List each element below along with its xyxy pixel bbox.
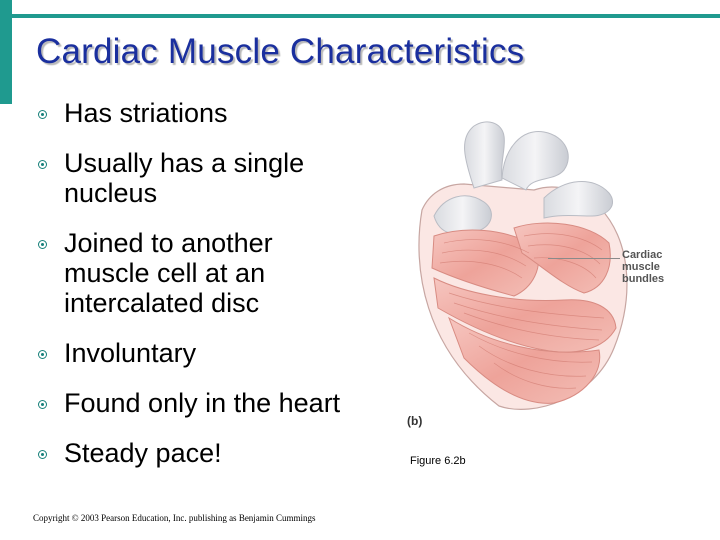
- bullet-dot-icon: [38, 400, 47, 409]
- bullet-item: [34, 388, 444, 418]
- accent-bar-top: [12, 14, 720, 18]
- bullet-text: Involuntary: [64, 338, 197, 368]
- callout-line: bundles: [622, 273, 665, 285]
- figure-caption: Figure 6.2b: [410, 455, 466, 467]
- heart-illustration: [404, 118, 654, 418]
- panel-label: (b): [407, 414, 423, 428]
- bullet-item: [34, 98, 424, 128]
- bullet-dot-icon: [38, 240, 47, 249]
- bullet-dot-icon: [38, 450, 47, 459]
- callout-line: Cardiac: [622, 249, 663, 261]
- callout-line: muscle: [622, 261, 660, 273]
- bullet-text: Has striations: [64, 98, 228, 128]
- bullet-dot-icon: [38, 350, 47, 359]
- accent-bar-left: [0, 0, 12, 104]
- bullet-item: [34, 228, 334, 318]
- bullet-item: [34, 338, 424, 368]
- bullet-dot-icon: [38, 110, 47, 119]
- bullet-text: Joined to another muscle cell at an intercalated disc: [64, 228, 273, 318]
- slide-title: Cardiac Muscle Characteristics: [36, 32, 525, 71]
- bullet-dot-icon: [38, 160, 47, 169]
- callout-label: [622, 249, 664, 285]
- bullet-text: Usually has a single nucleus: [64, 148, 305, 208]
- callout-leader-line: [548, 258, 620, 259]
- bullet-text: Found only in the heart: [64, 388, 341, 418]
- copyright-notice: Copyright © 2003 Pearson Education, Inc. publishing as Benjamin Cummings: [33, 513, 316, 523]
- bullet-item: [34, 148, 364, 208]
- bullet-item: [34, 438, 424, 468]
- bullet-text: Steady pace!: [64, 438, 222, 468]
